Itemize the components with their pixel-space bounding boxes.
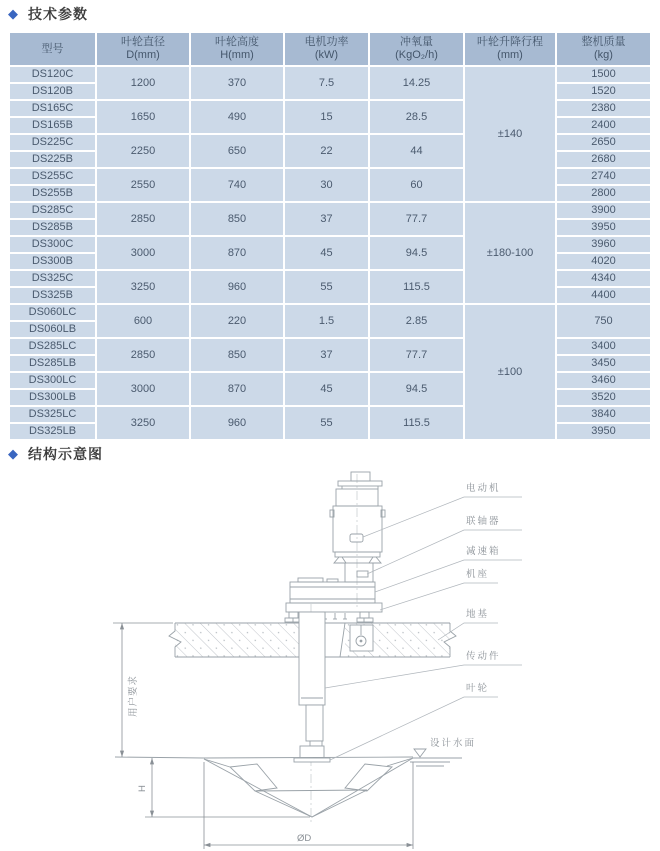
model-cell: DS225B <box>10 152 95 167</box>
power-cell: 30 <box>285 169 368 201</box>
weight-cell: 3960 <box>557 237 650 252</box>
height-cell: 650 <box>191 135 283 167</box>
diameter-cell: 3250 <box>97 407 189 439</box>
label-motor: 电动机 <box>466 483 501 494</box>
power-cell: 45 <box>285 237 368 269</box>
diameter-cell: 600 <box>97 305 189 337</box>
diameter-cell: 3000 <box>97 373 189 405</box>
stroke-cell: ±100 <box>465 305 555 439</box>
height-cell: 960 <box>191 271 283 303</box>
table-row <box>10 305 650 320</box>
weight-cell: 1500 <box>557 67 650 82</box>
weight-cell: 3400 <box>557 339 650 354</box>
weight-cell: 3950 <box>557 220 650 235</box>
gearbox-drawing <box>290 578 375 603</box>
oxygen-cell: 115.5 <box>370 271 463 303</box>
impeller-drawing <box>204 757 413 817</box>
diameter-cell: 2250 <box>97 135 189 167</box>
power-cell: 1.5 <box>285 305 368 337</box>
motor-drawing <box>330 472 385 563</box>
weight-cell: 4400 <box>557 288 650 303</box>
model-cell: DS325C <box>10 271 95 286</box>
oxygen-cell: 115.5 <box>370 407 463 439</box>
drive-shaft-drawing <box>294 612 330 762</box>
oxygen-cell: 28.5 <box>370 101 463 133</box>
height-cell: 370 <box>191 67 283 99</box>
weight-cell: 2400 <box>557 118 650 133</box>
label-coupling: 联轴器 <box>466 516 501 527</box>
diameter-cell: 2550 <box>97 169 189 201</box>
structure-diagram <box>0 470 660 851</box>
oxygen-cell: 94.5 <box>370 373 463 405</box>
model-cell: DS165B <box>10 118 95 133</box>
label-design-water-level: 设计水面 <box>430 738 477 749</box>
stroke-cell: ±180-100 <box>465 203 555 303</box>
model-cell: DS300C <box>10 237 95 252</box>
model-cell: DS300B <box>10 254 95 269</box>
power-cell: 45 <box>285 373 368 405</box>
oxygen-cell: 77.7 <box>370 203 463 235</box>
weight-cell: 2800 <box>557 186 650 201</box>
height-cell: 220 <box>191 305 283 337</box>
column-header: 冲氧量 (KgO₂/h) <box>370 33 463 65</box>
weight-cell: 2740 <box>557 169 650 184</box>
label-dim-d: ØD <box>297 833 312 844</box>
weight-cell: 3900 <box>557 203 650 218</box>
oxygen-cell: 2.85 <box>370 305 463 337</box>
model-cell: DS120C <box>10 67 95 82</box>
model-cell: DS255B <box>10 186 95 201</box>
weight-cell: 750 <box>557 305 650 337</box>
power-cell: 7.5 <box>285 67 368 99</box>
model-cell: DS325B <box>10 288 95 303</box>
weight-cell: 3840 <box>557 407 650 422</box>
label-user-requirement: 用户要求 <box>128 674 139 717</box>
weight-cell: 2650 <box>557 135 650 150</box>
diameter-cell: 1200 <box>97 67 189 99</box>
height-cell: 960 <box>191 407 283 439</box>
weight-cell: 3450 <box>557 356 650 371</box>
section-title-diagram <box>8 444 103 464</box>
label-dim-h: H <box>137 785 148 792</box>
oxygen-cell: 94.5 <box>370 237 463 269</box>
diamond-bullet-icon: ◆ <box>8 6 19 21</box>
column-header: 型号 <box>10 33 95 65</box>
weight-cell: 3950 <box>557 424 650 439</box>
diameter-cell: 2850 <box>97 339 189 371</box>
diamond-bullet-icon: ◆ <box>8 446 19 461</box>
height-cell: 740 <box>191 169 283 201</box>
height-cell: 850 <box>191 339 283 371</box>
label-transmission: 传动件 <box>466 651 501 662</box>
structure-diagram-svg <box>0 470 660 851</box>
model-cell: DS285B <box>10 220 95 235</box>
table-row <box>10 203 650 218</box>
params-table-body <box>10 67 650 439</box>
model-cell: DS060LB <box>10 322 95 337</box>
coupling-drawing <box>345 563 373 582</box>
model-cell: DS285LB <box>10 356 95 371</box>
diameter-cell: 3250 <box>97 271 189 303</box>
model-cell: DS300LB <box>10 390 95 405</box>
power-cell: 22 <box>285 135 368 167</box>
model-cell: DS255C <box>10 169 95 184</box>
label-foundation: 地基 <box>466 609 490 620</box>
label-impeller: 叶轮 <box>466 683 490 694</box>
weight-cell: 4020 <box>557 254 650 269</box>
column-header: 叶轮直径 D(mm) <box>97 33 189 65</box>
power-cell: 37 <box>285 339 368 371</box>
model-cell: DS325LC <box>10 407 95 422</box>
height-cell: 490 <box>191 101 283 133</box>
model-cell: DS165C <box>10 101 95 116</box>
power-cell: 55 <box>285 407 368 439</box>
model-cell: DS285C <box>10 203 95 218</box>
weight-cell: 2680 <box>557 152 650 167</box>
weight-cell: 3520 <box>557 390 650 405</box>
params-table-head <box>10 33 650 65</box>
model-cell: DS225C <box>10 135 95 150</box>
oxygen-cell: 14.25 <box>370 67 463 99</box>
oxygen-cell: 44 <box>370 135 463 167</box>
power-cell: 55 <box>285 271 368 303</box>
power-cell: 15 <box>285 101 368 133</box>
params-table <box>8 31 652 441</box>
column-header: 叶轮高度 H(mm) <box>191 33 283 65</box>
diameter-cell: 2850 <box>97 203 189 235</box>
model-cell: DS120B <box>10 84 95 99</box>
params-title-text: 技术参数 <box>28 6 88 22</box>
model-cell: DS060LC <box>10 305 95 320</box>
model-cell: DS285LC <box>10 339 95 354</box>
model-cell: DS325LB <box>10 424 95 439</box>
column-header: 电机功率 (kW) <box>285 33 368 65</box>
column-header: 叶轮升降行程 (mm) <box>465 33 555 65</box>
weight-cell: 3460 <box>557 373 650 388</box>
column-header: 整机质量 (kg) <box>557 33 650 65</box>
diagram-title-text: 结构示意图 <box>28 446 103 462</box>
height-cell: 870 <box>191 237 283 269</box>
model-cell: DS300LC <box>10 373 95 388</box>
stroke-cell: ±140 <box>465 67 555 201</box>
height-cell: 870 <box>191 373 283 405</box>
oxygen-cell: 77.7 <box>370 339 463 371</box>
height-cell: 850 <box>191 203 283 235</box>
weight-cell: 2380 <box>557 101 650 116</box>
weight-cell: 4340 <box>557 271 650 286</box>
diameter-cell: 1650 <box>97 101 189 133</box>
power-cell: 37 <box>285 203 368 235</box>
table-row <box>10 67 650 82</box>
label-machine-base: 机座 <box>466 569 490 580</box>
label-gearbox: 减速箱 <box>466 546 501 557</box>
weight-cell: 1520 <box>557 84 650 99</box>
diameter-cell: 3000 <box>97 237 189 269</box>
oxygen-cell: 60 <box>370 169 463 201</box>
section-title-params <box>8 4 88 24</box>
